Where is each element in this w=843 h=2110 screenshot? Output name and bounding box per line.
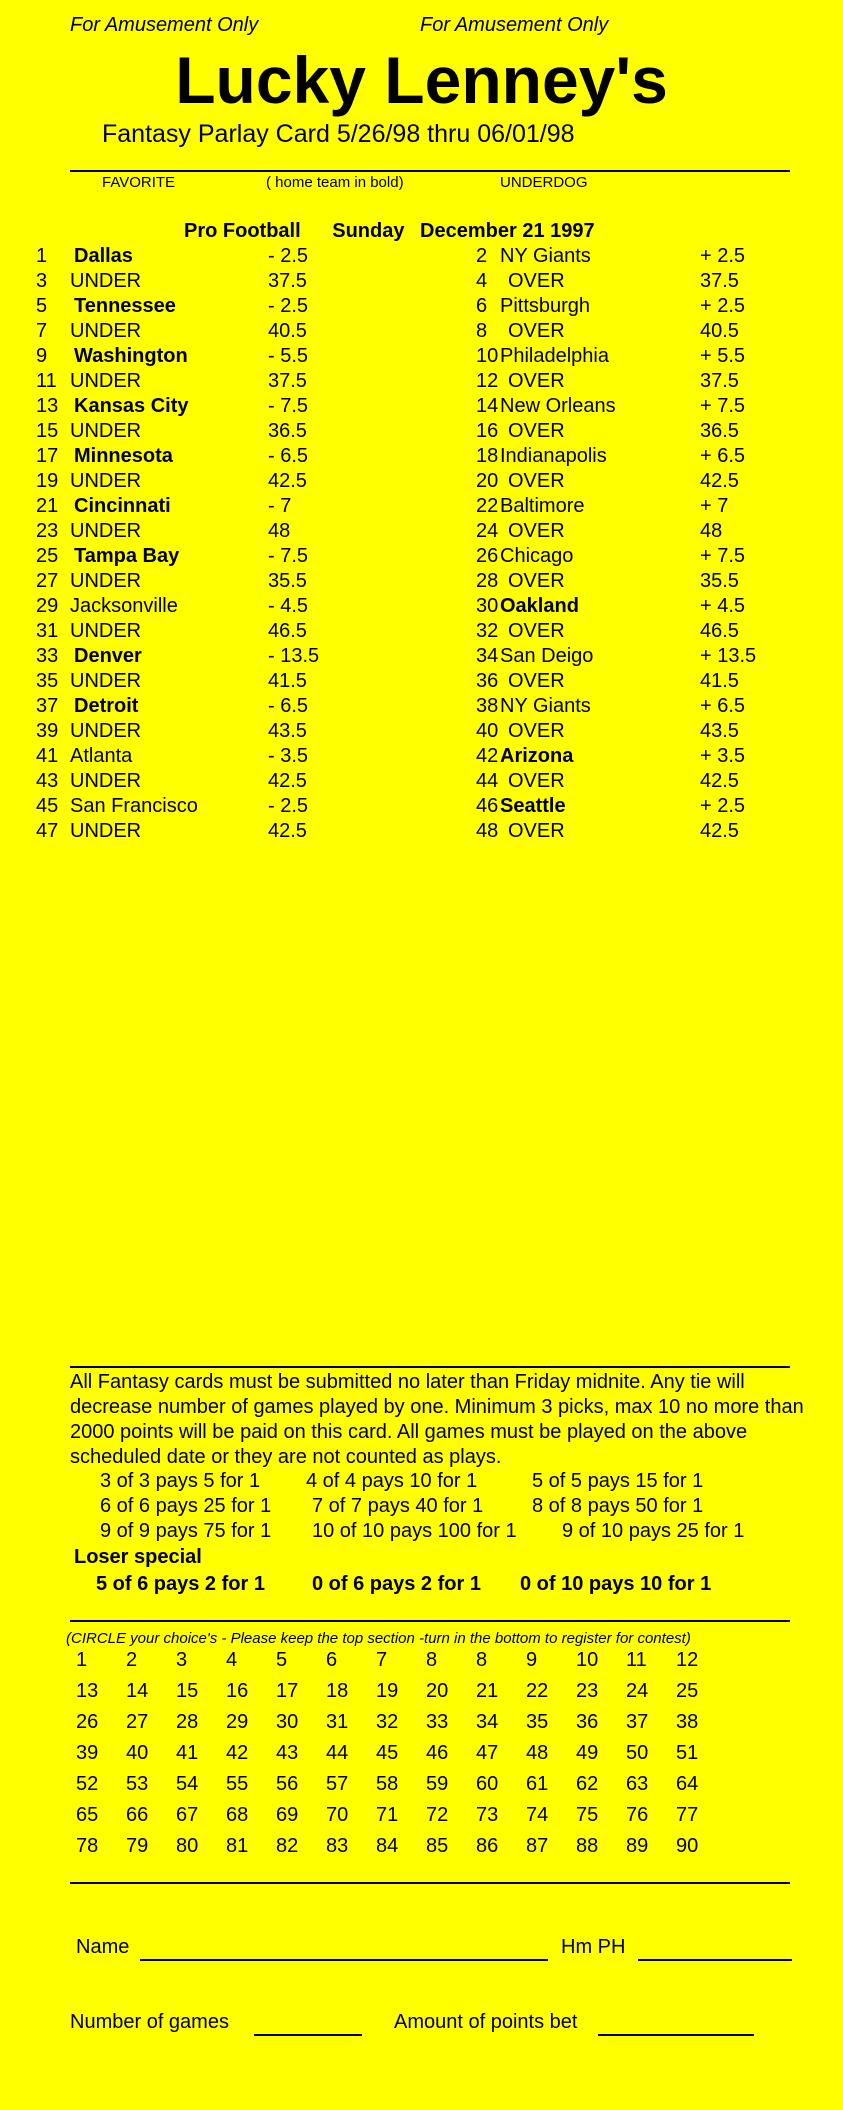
date-label: December 21 1997: [420, 220, 595, 242]
favorite-number: 43: [36, 770, 59, 792]
game-row: [0, 570, 843, 595]
underdog-line: + 2.5: [700, 795, 746, 817]
pick-number[interactable]: 40: [126, 1742, 149, 1764]
underdog-line: 37.5: [700, 270, 739, 292]
pick-number[interactable]: 46: [426, 1742, 449, 1764]
favorite-team: UNDER: [70, 320, 142, 342]
form-divider: [70, 1882, 790, 1884]
favorite-number: 17: [36, 445, 59, 467]
game-row: [0, 320, 843, 345]
pick-number[interactable]: 65: [76, 1804, 99, 1826]
payout-9-of-9: 9 of 9 pays 75 for 1: [100, 1520, 272, 1542]
favorite-team: Atlanta: [70, 745, 133, 767]
underdog-team: Baltimore: [500, 495, 585, 517]
favorite-line: 35.5: [268, 570, 307, 592]
underdog-team: OVER: [508, 570, 565, 592]
pick-number[interactable]: 11: [626, 1649, 647, 1671]
pick-number[interactable]: 51: [676, 1742, 699, 1764]
underdog-number: 28: [476, 570, 499, 592]
game-row: [0, 370, 843, 395]
underdog-team: OVER: [508, 670, 565, 692]
underdog-team: OVER: [508, 270, 565, 292]
points-bet-field[interactable]: [598, 2034, 754, 2036]
favorite-line: 43.5: [268, 720, 307, 742]
pick-number[interactable]: 57: [326, 1773, 349, 1795]
favorite-line: - 3.5: [268, 745, 309, 767]
pick-number[interactable]: 60: [476, 1773, 499, 1795]
underdog-line: 35.5: [700, 570, 739, 592]
underdog-team: Chicago: [500, 545, 574, 567]
loser-0-of-10: 0 of 10 pays 10 for 1: [520, 1573, 712, 1595]
loser-0-of-6: 0 of 6 pays 2 for 1: [312, 1573, 481, 1595]
favorite-number: 39: [36, 720, 59, 742]
favorite-number: 37: [36, 695, 59, 717]
underdog-team: San Deigo: [500, 645, 594, 667]
underdog-number: 44: [476, 770, 499, 792]
name-field[interactable]: [140, 1959, 548, 1961]
underdog-line: + 7.5: [700, 545, 746, 567]
game-row: [0, 345, 843, 370]
pick-number[interactable]: 42: [226, 1742, 249, 1764]
game-row: [0, 695, 843, 720]
favorite-team: UNDER: [70, 470, 142, 492]
favorite-line: - 7.5: [268, 395, 309, 417]
name-label: Name: [76, 1936, 130, 1958]
pick-number[interactable]: 41: [176, 1742, 199, 1764]
pick-number[interactable]: 8: [476, 1649, 488, 1671]
pick-number[interactable]: 38: [676, 1711, 699, 1733]
pick-number[interactable]: 83: [326, 1835, 349, 1857]
game-row: [0, 595, 843, 620]
underdog-line: 41.5: [700, 670, 739, 692]
pick-number[interactable]: 24: [626, 1680, 649, 1702]
pick-number[interactable]: 80: [176, 1835, 199, 1857]
pick-number[interactable]: 84: [376, 1835, 399, 1857]
underdog-number: 42: [476, 745, 499, 767]
pick-number[interactable]: 70: [326, 1804, 349, 1826]
section-title: [184, 220, 595, 243]
underdog-line: 42.5: [700, 470, 739, 492]
rules-text: All Fantasy cards must be submitted no later than Friday midnite. Any tie will decrease number of games played by one. Minimum 3 picks, max 10 no more than 2000 points will be paid on this card. All games must be played on the above scheduled date or they are not counted as plays.: [70, 1371, 804, 1468]
favorite-team: UNDER: [70, 720, 142, 742]
pick-number[interactable]: 85: [426, 1835, 449, 1857]
underdog-line: + 2.5: [700, 245, 746, 267]
pick-number[interactable]: 59: [426, 1773, 449, 1795]
pick-number[interactable]: 5: [276, 1649, 288, 1671]
pick-number[interactable]: 88: [576, 1835, 599, 1857]
favorite-team: UNDER: [70, 820, 142, 842]
pick-number[interactable]: 78: [76, 1835, 99, 1857]
favorite-team: Washington: [74, 345, 188, 367]
pick-number[interactable]: 74: [526, 1804, 549, 1826]
pick-number[interactable]: 37: [626, 1711, 649, 1733]
pick-number[interactable]: 8: [426, 1649, 438, 1671]
pick-number[interactable]: 27: [126, 1711, 149, 1733]
underdog-team: OVER: [508, 620, 565, 642]
pick-number[interactable]: 72: [426, 1804, 449, 1826]
payout-9-of-10: 9 of 10 pays 25 for 1: [562, 1520, 745, 1542]
favorite-line: 48: [268, 520, 291, 542]
underdog-team: OVER: [508, 470, 565, 492]
game-row: [0, 820, 843, 845]
underdog-number: 20: [476, 470, 499, 492]
pick-number[interactable]: 55: [226, 1773, 249, 1795]
home-phone-field[interactable]: [638, 1959, 792, 1961]
pick-number[interactable]: 21: [476, 1680, 499, 1702]
pick-number[interactable]: 81: [226, 1835, 249, 1857]
pick-number[interactable]: 9: [526, 1649, 538, 1671]
pick-number[interactable]: 52: [76, 1773, 99, 1795]
game-row: [0, 470, 843, 495]
favorite-line: - 7: [268, 495, 292, 517]
underdog-line: + 13.5: [700, 645, 757, 667]
pick-number[interactable]: 69: [276, 1804, 299, 1826]
underdog-line: + 2.5: [700, 295, 746, 317]
card-subtitle: Fantasy Parlay Card 5/26/98 thru 06/01/98: [102, 120, 575, 148]
pick-number[interactable]: 64: [676, 1773, 699, 1795]
underdog-line: + 4.5: [700, 595, 746, 617]
pick-number[interactable]: 1: [76, 1649, 88, 1671]
favorite-line: 42.5: [268, 820, 307, 842]
pick-number[interactable]: 49: [576, 1742, 599, 1764]
pick-number[interactable]: 66: [126, 1804, 149, 1826]
underdog-number: 34: [476, 645, 499, 667]
underdog-line: 37.5: [700, 370, 739, 392]
pick-number[interactable]: 90: [676, 1835, 699, 1857]
pick-number[interactable]: 61: [526, 1773, 549, 1795]
underdog-team: OVER: [508, 420, 565, 442]
pick-number[interactable]: 16: [226, 1680, 249, 1702]
favorite-number: 31: [36, 620, 59, 642]
sport-label: Pro Football: [184, 220, 301, 242]
favorite-line: - 6.5: [268, 695, 309, 717]
underdog-line: + 6.5: [700, 445, 746, 467]
favorite-line: - 7.5: [268, 545, 309, 567]
underdog-line: 46.5: [700, 620, 739, 642]
circle-instructions: (CIRCLE your choice's - Please keep the top section -turn in the bottom to register for contest): [66, 1630, 691, 1647]
favorite-team: UNDER: [70, 770, 142, 792]
underdog-number: 12: [476, 370, 499, 392]
points-bet-label: Amount of points bet: [394, 2011, 578, 2033]
favorite-number: 11: [36, 370, 57, 392]
payout-3-of-3: 3 of 3 pays 5 for 1: [100, 1470, 261, 1492]
payout-10-of-10: 10 of 10 pays 100 for 1: [312, 1520, 517, 1542]
favorite-number: 29: [36, 595, 59, 617]
pick-number[interactable]: 12: [676, 1649, 699, 1671]
pick-number[interactable]: 10: [576, 1649, 599, 1671]
pick-number[interactable]: 18: [326, 1680, 349, 1702]
loser-special-title: Loser special: [74, 1546, 202, 1568]
favorite-number: 25: [36, 545, 59, 567]
favorite-number: 21: [36, 495, 59, 517]
payout-7-of-7: 7 of 7 pays 40 for 1: [312, 1495, 484, 1517]
favorite-line: - 2.5: [268, 295, 309, 317]
pick-number[interactable]: 73: [476, 1804, 499, 1826]
game-row: [0, 270, 843, 295]
pick-number[interactable]: 48: [526, 1742, 549, 1764]
favorite-number: 5: [36, 295, 48, 317]
favorite-line: - 6.5: [268, 445, 309, 467]
pick-number[interactable]: 62: [576, 1773, 599, 1795]
underdog-team: Oakland: [500, 595, 579, 617]
number-of-games-label: Number of games: [70, 2011, 229, 2033]
favorite-number: 9: [36, 345, 48, 367]
pick-number[interactable]: 79: [126, 1835, 149, 1857]
underdog-number: 32: [476, 620, 499, 642]
underdog-number: 40: [476, 720, 499, 742]
underdog-number: 2: [476, 245, 488, 267]
pick-number[interactable]: 25: [676, 1680, 699, 1702]
number-of-games-field[interactable]: [254, 2034, 362, 2036]
underdog-number: 24: [476, 520, 499, 542]
pick-number[interactable]: 2: [126, 1649, 138, 1671]
pick-number[interactable]: 26: [76, 1711, 99, 1733]
underdog-number: 10: [476, 345, 499, 367]
underdog-line: 42.5: [700, 820, 739, 842]
pick-number[interactable]: 58: [376, 1773, 399, 1795]
favorite-team: Jacksonville: [70, 595, 178, 617]
favorite-line: 42.5: [268, 470, 307, 492]
pick-number[interactable]: 87: [526, 1835, 549, 1857]
favorite-team: UNDER: [70, 570, 142, 592]
favorite-column-header: FAVORITE: [102, 174, 176, 191]
favorite-number: 3: [36, 270, 48, 292]
game-row: [0, 245, 843, 270]
pick-number[interactable]: 47: [476, 1742, 499, 1764]
underdog-team: Seattle: [500, 795, 566, 817]
favorite-line: - 2.5: [268, 245, 309, 267]
pick-number[interactable]: 30: [276, 1711, 299, 1733]
favorite-team: Detroit: [74, 695, 139, 717]
underdog-number: 16: [476, 420, 499, 442]
favorite-team: Tennessee: [74, 295, 176, 317]
underdog-column-header: UNDERDOG: [500, 174, 588, 191]
pick-number[interactable]: 20: [426, 1680, 449, 1702]
payout-8-of-8: 8 of 8 pays 50 for 1: [532, 1495, 704, 1517]
underdog-team: NY Giants: [500, 695, 591, 717]
underdog-line: 36.5: [700, 420, 739, 442]
pick-number[interactable]: 34: [476, 1711, 499, 1733]
underdog-team: New Orleans: [500, 395, 616, 417]
game-row: [0, 395, 843, 420]
favorite-number: 33: [36, 645, 59, 667]
loser-5-of-6: 5 of 6 pays 2 for 1: [96, 1573, 265, 1595]
game-row: [0, 720, 843, 745]
underdog-team: OVER: [508, 520, 565, 542]
underdog-line: + 7.5: [700, 395, 746, 417]
favorite-team: Dallas: [74, 245, 133, 267]
home-team-note: ( home team in bold): [266, 174, 404, 191]
pick-number[interactable]: 45: [376, 1742, 399, 1764]
underdog-number: 8: [476, 320, 488, 342]
favorite-number: 35: [36, 670, 59, 692]
underdog-number: 14: [476, 395, 499, 417]
favorite-line: 46.5: [268, 620, 307, 642]
amusement-notice-right: For Amusement Only: [420, 14, 609, 36]
pick-number[interactable]: 17: [276, 1680, 299, 1702]
favorite-number: 13: [36, 395, 59, 417]
pick-number[interactable]: 76: [626, 1804, 649, 1826]
favorite-line: - 4.5: [268, 595, 309, 617]
pick-number[interactable]: 3: [176, 1649, 188, 1671]
game-row: [0, 745, 843, 770]
favorite-line: 41.5: [268, 670, 307, 692]
pick-number[interactable]: 82: [276, 1835, 299, 1857]
favorite-line: - 5.5: [268, 345, 309, 367]
card-title: Lucky Lenney's: [175, 43, 668, 117]
favorite-team: Minnesota: [74, 445, 173, 467]
game-row: [0, 645, 843, 670]
pick-number[interactable]: 13: [76, 1680, 99, 1702]
pick-number[interactable]: 36: [576, 1711, 599, 1733]
favorite-team: UNDER: [70, 420, 142, 442]
pick-number[interactable]: 19: [376, 1680, 399, 1702]
underdog-team: Arizona: [500, 745, 574, 767]
header-divider: [70, 170, 790, 172]
underdog-number: 6: [476, 295, 488, 317]
favorite-team: UNDER: [70, 520, 142, 542]
pick-number[interactable]: 31: [326, 1711, 349, 1733]
favorite-team: Tampa Bay: [74, 545, 180, 567]
game-row: [0, 495, 843, 520]
pick-number[interactable]: 4: [226, 1649, 238, 1671]
underdog-line: + 7: [700, 495, 729, 517]
underdog-number: 4: [476, 270, 488, 292]
underdog-team: OVER: [508, 320, 565, 342]
pick-number[interactable]: 68: [226, 1804, 249, 1826]
underdog-line: + 6.5: [700, 695, 746, 717]
favorite-line: 37.5: [268, 270, 307, 292]
favorite-number: 27: [36, 570, 59, 592]
game-row: [0, 545, 843, 570]
underdog-number: 26: [476, 545, 499, 567]
favorite-team: Denver: [74, 645, 142, 667]
favorite-team: UNDER: [70, 270, 142, 292]
pick-number[interactable]: 44: [326, 1742, 349, 1764]
underdog-team: OVER: [508, 820, 565, 842]
underdog-number: 30: [476, 595, 499, 617]
favorite-team: UNDER: [70, 670, 142, 692]
pick-number[interactable]: 32: [376, 1711, 399, 1733]
pick-number[interactable]: 22: [526, 1680, 549, 1702]
underdog-team: NY Giants: [500, 245, 591, 267]
payout-5-of-5: 5 of 5 pays 15 for 1: [532, 1470, 704, 1492]
favorite-number: 1: [36, 245, 48, 267]
favorite-number: 15: [36, 420, 59, 442]
day-label: Sunday: [332, 220, 405, 242]
pick-number[interactable]: 54: [176, 1773, 199, 1795]
favorite-team: Kansas City: [74, 395, 189, 417]
underdog-number: 38: [476, 695, 499, 717]
game-row: [0, 420, 843, 445]
underdog-number: 22: [476, 495, 499, 517]
favorite-team: San Francisco: [70, 795, 198, 817]
game-row: [0, 770, 843, 795]
amusement-notice-left: For Amusement Only: [70, 14, 259, 36]
pick-number[interactable]: 35: [526, 1711, 549, 1733]
underdog-team: Indianapolis: [500, 445, 607, 467]
pick-number[interactable]: 86: [476, 1835, 499, 1857]
pick-number[interactable]: 28: [176, 1711, 199, 1733]
pick-number[interactable]: 71: [376, 1804, 399, 1826]
favorite-line: - 13.5: [268, 645, 320, 667]
pick-number[interactable]: 15: [176, 1680, 199, 1702]
contest-divider: [70, 1620, 790, 1622]
favorite-line: 37.5: [268, 370, 307, 392]
payout-4-of-4: 4 of 4 pays 10 for 1: [306, 1470, 478, 1492]
underdog-team: Philadelphia: [500, 345, 609, 367]
underdog-line: + 5.5: [700, 345, 746, 367]
favorite-team: Cincinnati: [74, 495, 171, 517]
game-row: [0, 620, 843, 645]
favorite-number: 47: [36, 820, 59, 842]
underdog-line: + 3.5: [700, 745, 746, 767]
pick-number[interactable]: 75: [576, 1804, 599, 1826]
pick-number[interactable]: 56: [276, 1773, 299, 1795]
favorite-line: 40.5: [268, 320, 307, 342]
game-row: [0, 445, 843, 470]
favorite-number: 7: [36, 320, 48, 342]
pick-number[interactable]: 7: [376, 1649, 388, 1671]
pick-number[interactable]: 14: [126, 1680, 149, 1702]
favorite-number: 19: [36, 470, 59, 492]
pick-number[interactable]: 63: [626, 1773, 649, 1795]
pick-number[interactable]: 23: [576, 1680, 599, 1702]
pick-number[interactable]: 67: [176, 1804, 199, 1826]
favorite-team: UNDER: [70, 370, 142, 392]
game-row: [0, 295, 843, 320]
favorite-number: 41: [36, 745, 59, 767]
underdog-line: 48: [700, 520, 723, 542]
pick-number[interactable]: 33: [426, 1711, 449, 1733]
underdog-number: 48: [476, 820, 499, 842]
underdog-number: 36: [476, 670, 499, 692]
pick-number[interactable]: 43: [276, 1742, 299, 1764]
game-row: [0, 670, 843, 695]
favorite-number: 23: [36, 520, 59, 542]
pick-number[interactable]: 29: [226, 1711, 249, 1733]
underdog-number: 46: [476, 795, 499, 817]
underdog-line: 40.5: [700, 320, 739, 342]
favorite-line: - 2.5: [268, 795, 309, 817]
game-row: [0, 795, 843, 820]
rules-divider: [70, 1366, 790, 1368]
pick-number[interactable]: 89: [626, 1835, 649, 1857]
underdog-team: OVER: [508, 370, 565, 392]
payout-6-of-6: 6 of 6 pays 25 for 1: [100, 1495, 272, 1517]
pick-number[interactable]: 77: [676, 1804, 699, 1826]
underdog-line: 42.5: [700, 770, 739, 792]
game-row: [0, 520, 843, 545]
pick-number[interactable]: 50: [626, 1742, 649, 1764]
favorite-number: 45: [36, 795, 59, 817]
pick-number[interactable]: 39: [76, 1742, 99, 1764]
favorite-team: UNDER: [70, 620, 142, 642]
pick-number[interactable]: 53: [126, 1773, 149, 1795]
favorite-line: 36.5: [268, 420, 307, 442]
underdog-team: Pittsburgh: [500, 295, 591, 317]
home-phone-label: Hm PH: [561, 1936, 626, 1958]
underdog-team: OVER: [508, 770, 565, 792]
pick-number[interactable]: 6: [326, 1649, 338, 1671]
underdog-team: OVER: [508, 720, 565, 742]
underdog-line: 43.5: [700, 720, 739, 742]
favorite-line: 42.5: [268, 770, 307, 792]
underdog-number: 18: [476, 445, 499, 467]
